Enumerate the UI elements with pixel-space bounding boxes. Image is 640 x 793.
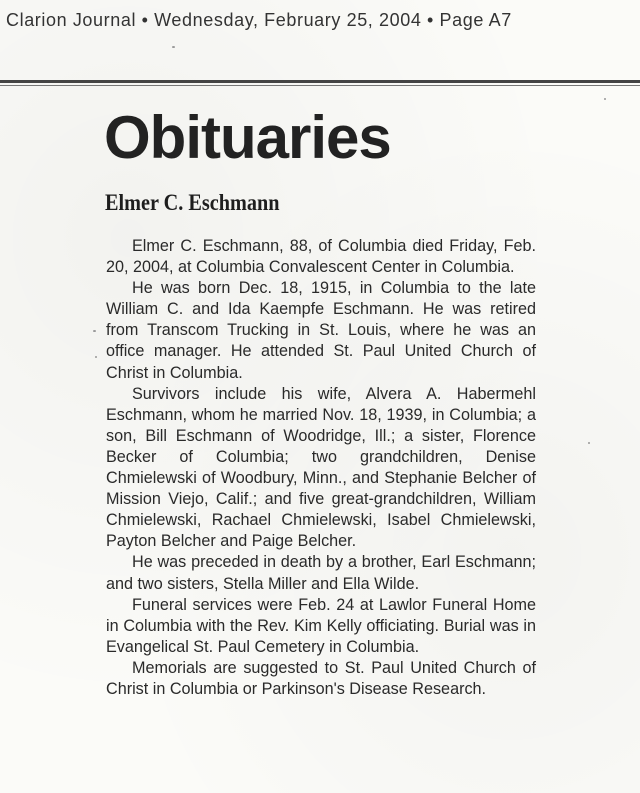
print-speck [93,330,96,332]
print-speck [604,98,606,100]
header-rule [0,80,640,83]
obituary-paragraph: Funeral services were Feb. 24 at Lawlor Funeral Home in Columbia with the Rev. Kim Kelly officiating. Burial was in Evangelical St. Paul Cemetery in Columbia. [106,595,536,656]
obituary-name: Elmer C. Eschmann [105,190,280,215]
header-rule-thin [0,85,640,86]
obituary-paragraph: Survivors include his wife, Alvera A. Habermehl Eschmann, whom he married Nov. 18, 1939, in Columbia; a son, Bill Eschmann of Woodridge, Ill.; a sister, Florence Becker of Columbia; two grandchildren, Denise Chmielewski of Woodbury, Minn., and Stephanie Belcher of Mission Viejo, Calif.; and five great-grandchildren, William Chmielewski, Rachael Chmielewski, Isabel Chmielewski, Payton Belcher and Paige Belcher. [106,384,536,551]
section-title: Obituaries [104,104,391,171]
print-speck [588,442,590,444]
print-speck [95,356,97,358]
masthead-bar [0,0,640,40]
masthead-text: Clarion Journal • Wednesday, February 25, 2004 • Page A7 [6,10,512,30]
obituary-paragraph: Memorials are suggested to St. Paul United Church of Christ in Columbia or Parkinson's Disease Research. [106,658,536,698]
obituary-body [106,236,536,700]
obituary-paragraph: He was born Dec. 18, 1915, in Columbia to the late William C. and Ida Kaempfe Eschmann. He was retired from Transcom Trucking in St. Louis, where he was an office manager. He attended St. Paul United Church of Christ in Columbia. [106,279,536,382]
obituary-paragraph: He was preceded in death by a brother, Earl Eschmann; and two sisters, Stella Miller and Ella Wilde. [106,553,536,593]
print-speck [172,46,175,48]
obituary-paragraph: Elmer C. Eschmann, 88, of Columbia died Friday, Feb. 20, 2004, at Columbia Convalescent Center in Columbia. [106,237,536,277]
